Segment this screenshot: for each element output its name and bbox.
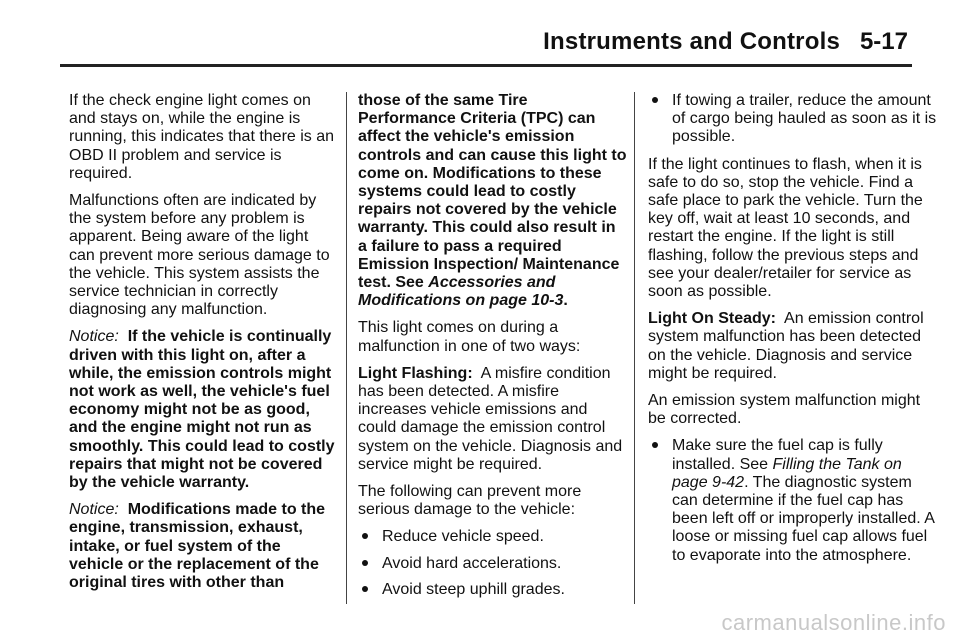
trailer-list	[648, 92, 940, 147]
fuel-cap-text-end: . The diagnostic system can determine if the fuel cap has been left off or improperly installed. A loose or missing fuel cap allows fuel to evaporate into the atmosphere.	[672, 473, 935, 564]
paragraph-malfunctions: Malfunctions often are indicated by the system before any problem is apparent. Being aware of the light can prevent more serious damage to the vehicle. This system assists the service technician in correctly diagnosing any malfunction.	[69, 192, 330, 319]
fuel-cap-list	[648, 437, 940, 564]
paragraph-comes-on: This light comes on during a malfunction in one of two ways:	[358, 319, 581, 355]
paragraph-continues-flash: If the light continues to flash, when it is safe to do so, stop the vehicle. Find a safe place to park the vehicle. Turn the key off, wait at least 10 seconds, and restart the engine. If the light is still flashing, follow the previous steps and see your dealer/retailer for service as soon as possible.	[648, 155, 923, 301]
light-flashing-label: Light Flashing:	[358, 364, 473, 382]
notice-end: .	[563, 292, 568, 310]
section-title: Instruments and Controls	[543, 28, 840, 55]
paragraph-prevent: The following can prevent more serious damage to the vehicle:	[358, 483, 582, 519]
list-item: If towing a trailer, reduce the amount of cargo being hauled as soon as it is possible.	[648, 92, 940, 147]
light-steady	[648, 310, 940, 383]
column-divider	[634, 92, 635, 604]
light-flashing	[358, 365, 628, 474]
notice-label: Notice:	[69, 328, 119, 346]
list-item: Avoid steep uphill grades.	[358, 581, 628, 599]
prevention-list	[358, 528, 628, 599]
column-3	[648, 92, 940, 574]
list-item	[648, 437, 940, 564]
light-flashing-text: A misfire condition has been detected. A misfire increases vehicle emissions and could damage the emission control system on the vehicle. Diagnosis and service might be required.	[358, 364, 623, 473]
column-1	[69, 92, 337, 601]
notice-modifications	[69, 501, 337, 592]
paragraph-corrected: An emission system malfunction might be corrected.	[648, 392, 921, 428]
page-header	[0, 0, 960, 90]
column-2	[358, 92, 628, 608]
filling-tank-link[interactable]: Filling the Tank on page 9-42	[672, 455, 902, 491]
fuel-cap-text: Make sure the fuel cap is fully installed. See	[672, 437, 883, 473]
header-rule	[60, 64, 912, 67]
paragraph-check-engine: If the check engine light comes on and stays on, while the engine is running, this indicates that there is an OBD II problem and service is required.	[69, 92, 335, 182]
notice-text: If the vehicle is continually driven with this light on, after a while, the emission controls might not work as well, the vehicle's fuel economy might not be as good, and the engine might not run as smoothly. This could lead to costly repairs that might not be covered by the vehicle warranty.	[69, 328, 335, 492]
page-number: 5-17	[859, 28, 908, 55]
column-divider	[346, 92, 347, 604]
list-item: Reduce vehicle speed.	[358, 528, 628, 546]
light-steady-text: An emission control system malfunction has been detected on the vehicle. Diagnosis and service might be required.	[648, 310, 924, 382]
watermark: carmanualsonline.info	[721, 610, 946, 635]
notice-continued-text: those of the same Tire Performance Criteria (TPC) can affect the vehicle's emission controls and can cause this light to come on. Modifications to these systems could lead to costly repairs not covered by the vehicle warranty. This could also result in a failure to pass a required Emission Inspection/ Maintenance test. See	[358, 92, 627, 292]
list-item: Avoid hard accelerations.	[358, 555, 628, 573]
notice-driving	[69, 328, 337, 492]
notice-label: Notice:	[69, 501, 119, 519]
notice-text: Modifications made to the engine, transmission, exhaust, intake, or fuel system of the vehicle or the replacement of the original tires with other than	[69, 501, 326, 592]
notice-continued	[358, 92, 628, 310]
light-steady-label: Light On Steady:	[648, 310, 776, 328]
accessories-link[interactable]: Accessories and Modifications on page 10-3	[358, 274, 564, 310]
